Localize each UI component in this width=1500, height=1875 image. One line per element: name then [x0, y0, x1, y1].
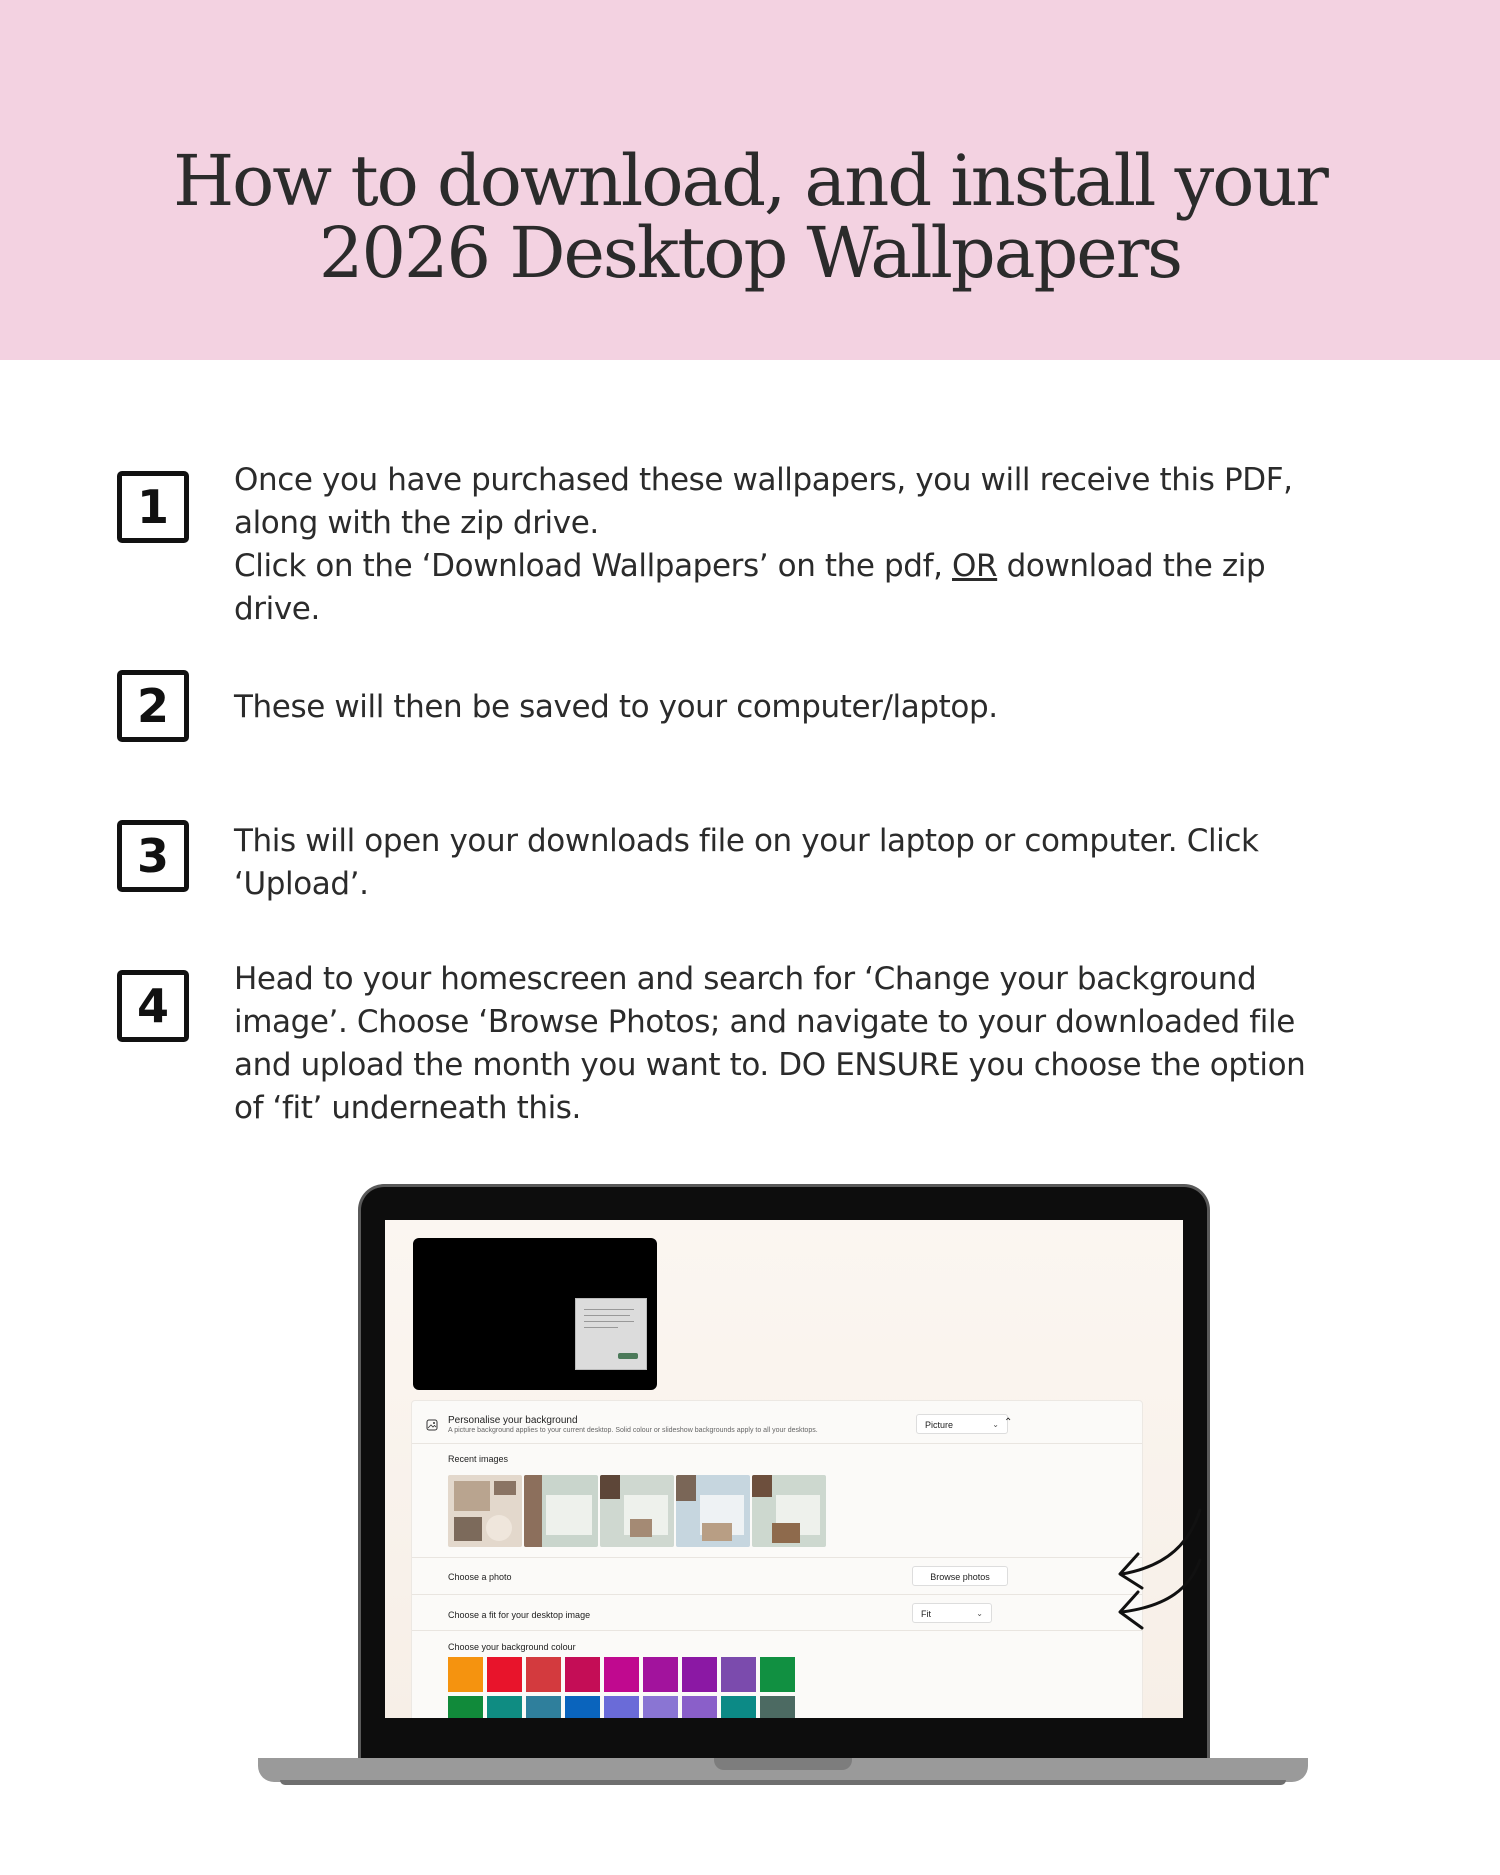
laptop-notch [714, 1758, 852, 1770]
step-text-2 [234, 686, 1464, 729]
step-1-line-3b: download the zip [997, 548, 1266, 584]
laptop-base-shadow [280, 1780, 1286, 1785]
step-text-3 [234, 820, 1464, 906]
step-1-line-4: drive. [234, 591, 320, 627]
choose-photo-label: Choose a photo [448, 1572, 512, 1582]
laptop-screen [385, 1220, 1183, 1718]
step-text-4 [234, 958, 1464, 1130]
chevron-down-icon: ⌄ [992, 1420, 999, 1429]
step-number-2: 2 [117, 670, 189, 742]
settings-panel [411, 1400, 1143, 1718]
step-3-line-1: This will open your downloads file on your laptop or computer. Click [234, 823, 1259, 859]
divider [412, 1594, 1142, 1595]
browse-photos-button[interactable]: Browse photos [912, 1566, 1008, 1586]
colour-swatch[interactable] [760, 1696, 795, 1718]
step-number-4: 4 [117, 970, 189, 1042]
step-4-line-1: Head to your homescreen and search for ‘Change your background [234, 961, 1257, 997]
recent-image-thumb-5[interactable] [752, 1475, 826, 1547]
chevron-up-icon[interactable]: ⌃ [1004, 1417, 1013, 1428]
step-4-line-2: image’. Choose ‘Browse Photos; and navigate to your downloaded file [234, 1004, 1295, 1040]
colour-swatch[interactable] [643, 1657, 678, 1692]
colour-swatch[interactable] [448, 1696, 483, 1718]
preview-window-icon [575, 1298, 647, 1370]
background-type-value: Picture [925, 1420, 954, 1430]
divider [412, 1630, 1142, 1631]
colour-swatch[interactable] [565, 1696, 600, 1718]
colour-swatch[interactable] [721, 1657, 756, 1692]
step-number-3: 3 [117, 820, 189, 892]
colour-swatch[interactable] [526, 1657, 561, 1692]
recent-image-thumb-1[interactable] [448, 1475, 522, 1547]
divider [412, 1557, 1142, 1558]
title-line-2: 2026 Desktop Wallpapers [318, 212, 1182, 294]
laptop-mockup [258, 1184, 1308, 1790]
personalise-title: Personalise your background [448, 1415, 578, 1426]
step-4-line-4: of ‘fit’ underneath this. [234, 1090, 582, 1126]
colour-swatch[interactable] [448, 1657, 483, 1692]
step-1-line-1: Once you have purchased these wallpapers, you will receive this PDF, [234, 462, 1293, 498]
page-title [0, 140, 1500, 294]
recent-image-thumb-2[interactable] [524, 1475, 598, 1547]
colour-swatch[interactable] [760, 1657, 795, 1692]
fit-value: Fit [921, 1609, 931, 1619]
colour-swatch[interactable] [604, 1696, 639, 1718]
header-banner [0, 0, 1500, 360]
colour-swatch[interactable] [721, 1696, 756, 1718]
colour-swatch[interactable] [604, 1657, 639, 1692]
chevron-down-icon: ⌄ [976, 1609, 983, 1618]
image-icon [426, 1419, 438, 1431]
recent-image-thumb-4[interactable] [676, 1475, 750, 1547]
step-text-1 [234, 459, 1464, 631]
arrow-pointing-fit-dropdown-icon [1098, 1554, 1208, 1644]
step-2-line-1: These will then be saved to your computer/laptop. [234, 689, 998, 725]
title-line-1: How to download, and install your [173, 140, 1327, 222]
colour-swatch[interactable] [487, 1657, 522, 1692]
colour-swatch[interactable] [526, 1696, 561, 1718]
desktop-preview [413, 1238, 657, 1390]
step-1-line-3 [234, 545, 1464, 588]
colour-swatch[interactable] [487, 1696, 522, 1718]
colour-swatch[interactable] [682, 1657, 717, 1692]
step-4-line-3: and upload the month you want to. DO ENSURE you choose the option [234, 1047, 1306, 1083]
step-number-1: 1 [117, 471, 189, 543]
background-type-dropdown[interactable] [916, 1414, 1008, 1434]
colour-swatch[interactable] [682, 1696, 717, 1718]
colour-swatch[interactable] [643, 1696, 678, 1718]
background-colour-label: Choose your background colour [448, 1642, 576, 1652]
recent-image-thumb-3[interactable] [600, 1475, 674, 1547]
step-1-line-2: along with the zip drive. [234, 505, 599, 541]
or-underlined: OR [952, 548, 998, 584]
step-3-line-2: ‘Upload’. [234, 866, 369, 902]
colour-swatch[interactable] [565, 1657, 600, 1692]
step-1-line-3a: Click on the ‘Download Wallpapers’ on the pdf, [234, 548, 953, 584]
divider [412, 1443, 1142, 1444]
choose-fit-label: Choose a fit for your desktop image [448, 1610, 591, 1620]
fit-dropdown[interactable] [912, 1603, 992, 1623]
personalise-description: A picture background applies to your current desktop. Solid colour or slideshow backgrounds apply to all your desktops. [448, 1427, 818, 1434]
recent-images-label: Recent images [448, 1454, 509, 1464]
